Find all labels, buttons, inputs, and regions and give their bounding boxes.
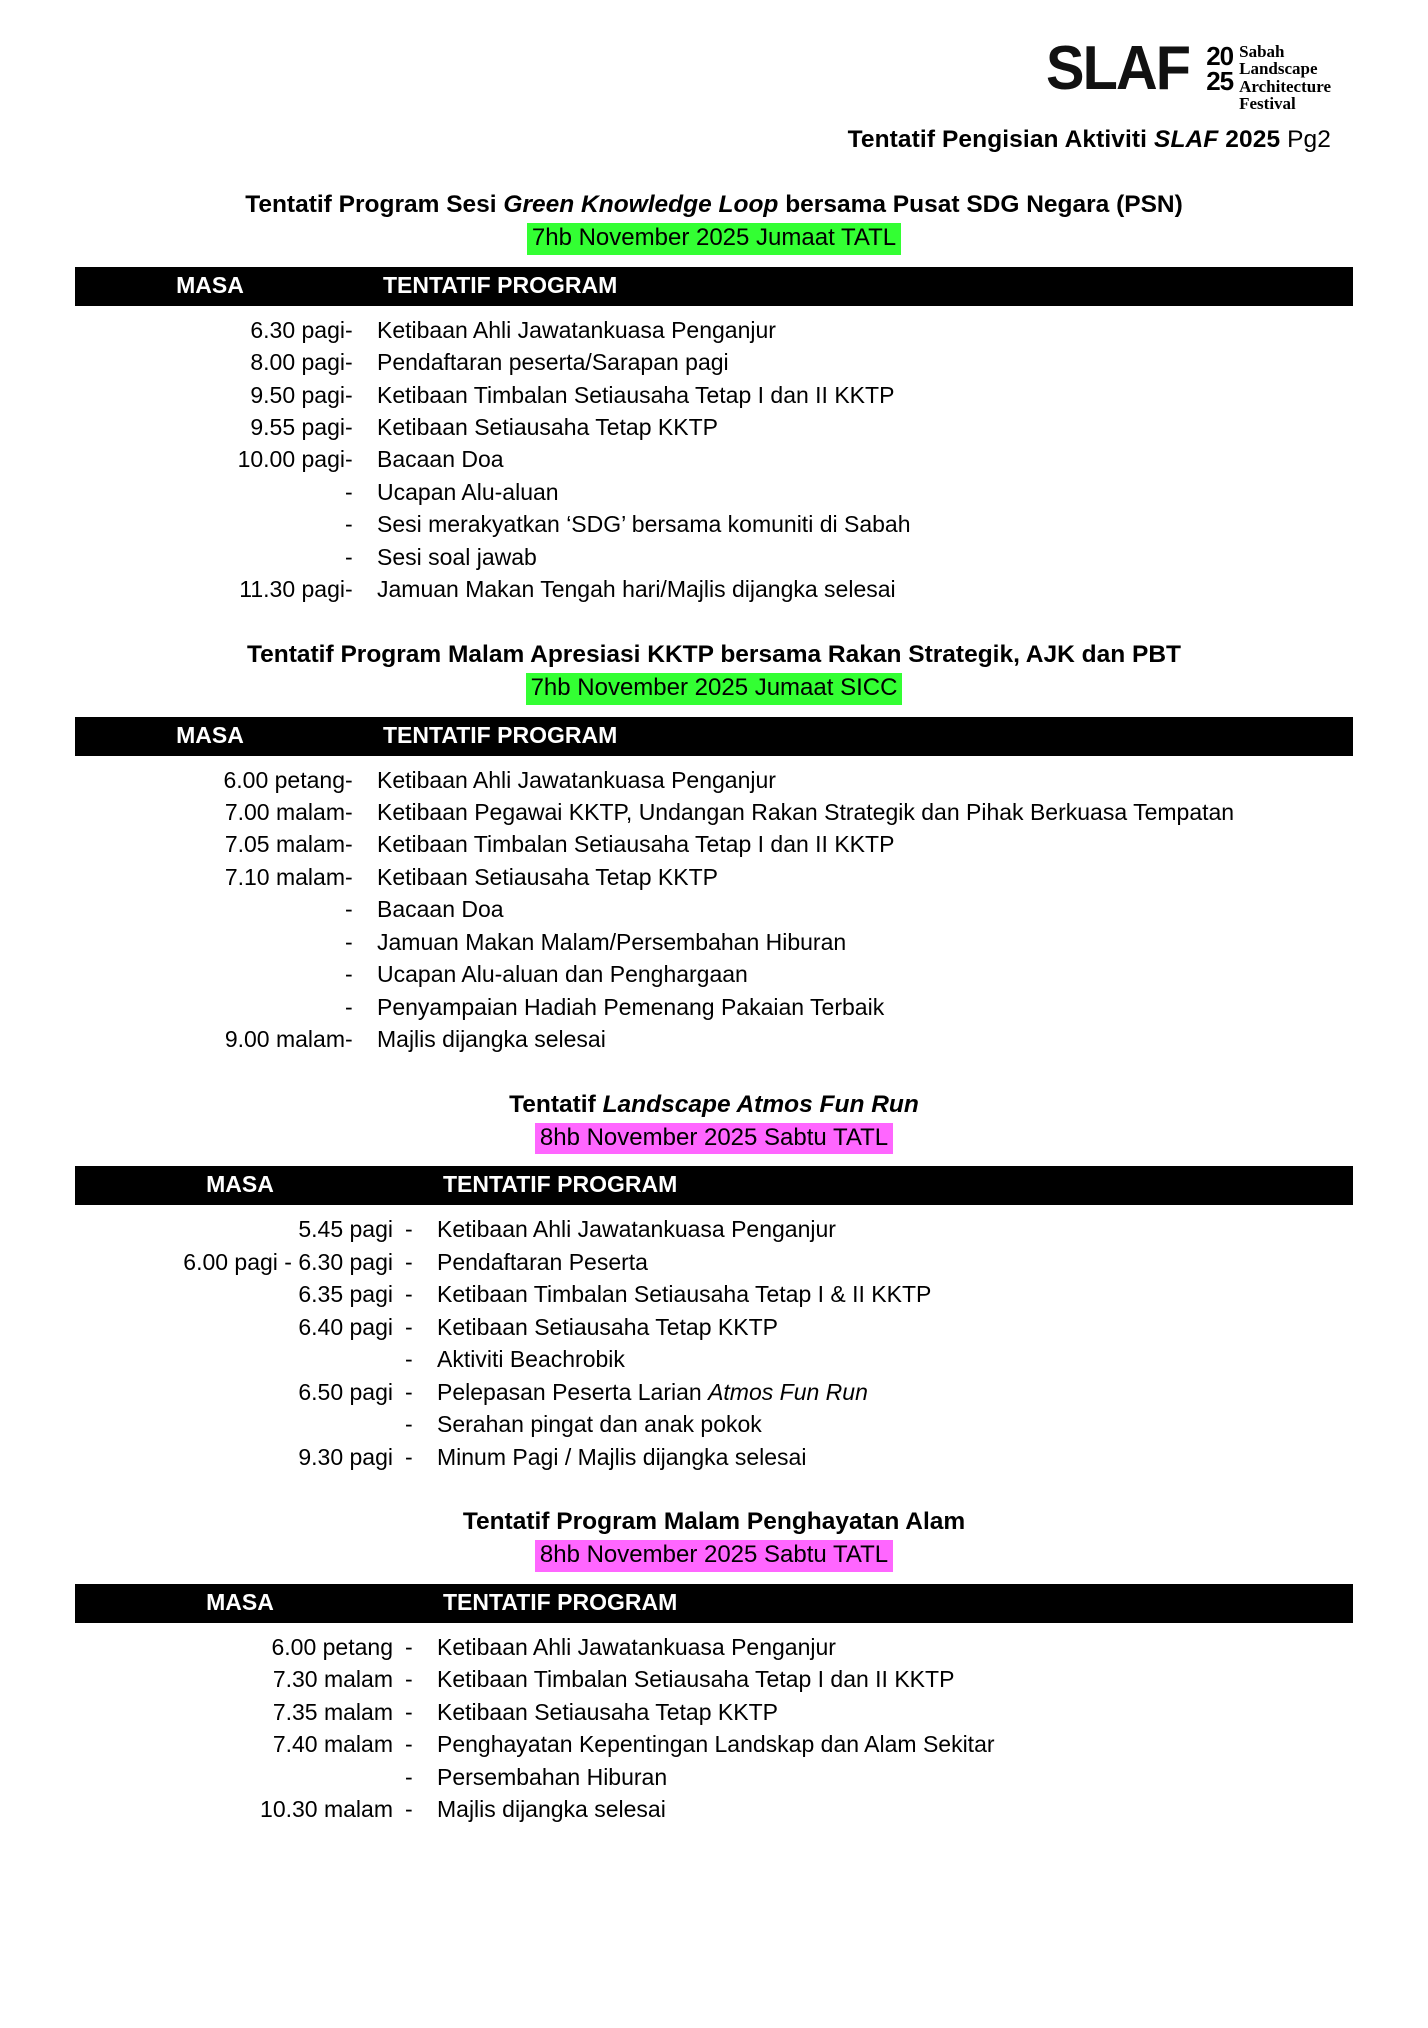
- cell-dash: -: [405, 1313, 413, 1340]
- cell-time: 7.35 malam: [272, 1698, 393, 1725]
- cell-program-text: Ketibaan Ahli Jawatankuasa Penganjur: [377, 766, 776, 793]
- column-header-program: TENTATIF PROGRAM: [377, 267, 1353, 306]
- cell-program-text: Pelepasan Peserta Larian: [437, 1378, 709, 1405]
- table-row: [75, 1794, 1353, 1826]
- cell-time: [75, 476, 345, 508]
- cell-dash: -: [345, 993, 353, 1020]
- cell-program-text: Persembahan Hiburan: [437, 1763, 668, 1790]
- cell-program-italic: Atmos Fun Run: [708, 1378, 868, 1405]
- cell-dash: -: [345, 863, 353, 890]
- column-header-spacer: [405, 1166, 437, 1205]
- table-row: [75, 861, 1353, 893]
- cell-time: 6.30 pagi: [250, 316, 345, 343]
- cell-program-text: Penghayatan Kepentingan Landskap dan Alam Sekitar: [437, 1731, 995, 1758]
- schedule-table: [75, 1166, 1353, 1473]
- cell-program: [437, 1696, 1353, 1728]
- cell-dash: -: [405, 1443, 413, 1470]
- cell-time: 6.50 pagi: [298, 1378, 393, 1405]
- table-header-row: [75, 717, 1353, 756]
- cell-time: 7.10 malam: [224, 863, 345, 890]
- column-header-time: MASA: [75, 267, 345, 306]
- cell-dash: -: [345, 766, 353, 793]
- cell-program: [377, 379, 1353, 411]
- cell-program-text: Ketibaan Setiausaha Tetap KKTP: [437, 1313, 778, 1340]
- table-row: [75, 991, 1353, 1023]
- cell-program-text: Ketibaan Timbalan Setiausaha Tetap I & II KKTP: [437, 1281, 932, 1308]
- cell-program-text: Minum Pagi / Majlis dijangka selesai: [437, 1443, 807, 1470]
- table-row: [75, 1696, 1353, 1728]
- cell-program-text: Majlis dijangka selesai: [377, 1026, 606, 1053]
- table-row: [75, 1761, 1353, 1793]
- cell-dash: -: [345, 831, 353, 858]
- section-title: [75, 1090, 1353, 1121]
- cell-program-text: Ketibaan Ahli Jawatankuasa Penganjur: [437, 1633, 836, 1660]
- table-row: [75, 894, 1353, 926]
- cell-dash: -: [345, 1026, 353, 1053]
- cell-program: [437, 1623, 1353, 1664]
- table-row: [75, 306, 1353, 347]
- column-header-program: TENTATIF PROGRAM: [437, 1584, 1353, 1623]
- cell-time: [75, 894, 345, 926]
- column-header-spacer: [405, 1584, 437, 1623]
- table-row: [75, 379, 1353, 411]
- cell-program: [377, 894, 1353, 926]
- cell-dash: -: [345, 511, 353, 538]
- column-header-time: MASA: [75, 717, 345, 756]
- cell-time: 10.00 pagi: [237, 446, 345, 473]
- schedule-table: [75, 267, 1353, 606]
- schedule-section: [75, 640, 1353, 1056]
- cell-dash: -: [345, 414, 353, 441]
- table-row: [75, 1664, 1353, 1696]
- section-title-pre: Tentatif Program Malam Apresiasi KKTP bersama Rakan Strategik, AJK dan PBT: [246, 641, 1181, 669]
- cell-program: [437, 1794, 1353, 1826]
- cell-program: [377, 959, 1353, 991]
- table-row: [75, 476, 1353, 508]
- table-row: [75, 541, 1353, 573]
- cell-program: [377, 444, 1353, 476]
- logo-year-top: 20: [1206, 41, 1234, 71]
- table-row: [75, 756, 1353, 797]
- cell-program-text: Penyampaian Hadiah Pemenang Pakaian Terbaik: [377, 993, 885, 1020]
- table-row: [75, 1376, 1353, 1408]
- cell-dash: -: [345, 446, 353, 473]
- logo-year-bottom: 25: [1206, 65, 1234, 96]
- section-title: [75, 1507, 1353, 1538]
- table-row: [75, 1344, 1353, 1376]
- cell-dash: -: [405, 1216, 413, 1243]
- cell-time: 7.30 malam: [272, 1666, 393, 1693]
- column-header-time: MASA: [75, 1166, 405, 1205]
- cell-time: 9.30 pagi: [298, 1443, 393, 1470]
- schedule-sections: [75, 190, 1353, 1826]
- column-header-spacer: [345, 267, 377, 306]
- table-row: [75, 829, 1353, 861]
- table-row: [75, 1279, 1353, 1311]
- cell-dash: -: [405, 1281, 413, 1308]
- cell-dash: -: [405, 1248, 413, 1275]
- cell-program: [437, 1279, 1353, 1311]
- section-date-row: [75, 1123, 1353, 1155]
- cell-dash: -: [345, 316, 353, 343]
- cell-dash: -: [345, 896, 353, 923]
- section-title: [75, 190, 1353, 221]
- slaf-logo: [1046, 34, 1331, 113]
- cell-program: [437, 1441, 1353, 1473]
- table-row: [75, 574, 1353, 606]
- cell-program: [377, 306, 1353, 347]
- page-title: [848, 126, 1331, 154]
- cell-program-text: Ketibaan Timbalan Setiausaha Tetap I dan II KKTP: [437, 1666, 955, 1693]
- document-header: [75, 34, 1353, 154]
- cell-program-text: Ketibaan Timbalan Setiausaha Tetap I dan II KKTP: [377, 831, 895, 858]
- cell-dash: -: [405, 1633, 413, 1660]
- table-row: [75, 347, 1353, 379]
- section-title-post: bersama Pusat SDG Negara (PSN): [778, 191, 1183, 219]
- section-date-row: [75, 1540, 1353, 1572]
- cell-program-text: Ketibaan Setiausaha Tetap KKTP: [377, 863, 718, 890]
- schedule-section: [75, 1090, 1353, 1473]
- cell-dash: -: [405, 1796, 413, 1823]
- cell-program: [377, 797, 1353, 829]
- table-row: [75, 509, 1353, 541]
- section-title: [75, 640, 1353, 671]
- cell-time: [75, 509, 345, 541]
- section-date-highlight: 7hb November 2025 Jumaat SICC: [526, 673, 903, 705]
- logo-sub-line-3: Architecture: [1239, 76, 1331, 96]
- page-title-brand: SLAF: [1154, 126, 1219, 154]
- table-row: [75, 444, 1353, 476]
- section-date-row: [75, 223, 1353, 255]
- section-date-highlight: 8hb November 2025 Sabtu TATL: [535, 1123, 893, 1155]
- cell-dash: -: [405, 1666, 413, 1693]
- cell-program: [437, 1311, 1353, 1343]
- column-header-program: TENTATIF PROGRAM: [377, 717, 1353, 756]
- cell-program: [437, 1205, 1353, 1246]
- cell-program-text: Ketibaan Pegawai KKTP, Undangan Rakan Strategik dan Pihak Berkuasa Tempatan: [377, 799, 1235, 826]
- table-row: [75, 959, 1353, 991]
- cell-dash: -: [345, 799, 353, 826]
- cell-program-text: Ketibaan Ahli Jawatankuasa Penganjur: [437, 1216, 836, 1243]
- table-row: [75, 412, 1353, 444]
- column-header-spacer: [345, 717, 377, 756]
- cell-program-text: Sesi soal jawab: [377, 543, 537, 570]
- cell-time: [75, 1409, 405, 1441]
- cell-time: 7.40 malam: [272, 1731, 393, 1758]
- cell-dash: -: [345, 961, 353, 988]
- cell-dash: -: [405, 1411, 413, 1438]
- cell-program-text: Serahan pingat dan anak pokok: [437, 1411, 762, 1438]
- cell-dash: -: [345, 543, 353, 570]
- cell-time: 6.40 pagi: [298, 1313, 393, 1340]
- cell-program: [437, 1246, 1353, 1278]
- section-date-highlight: 8hb November 2025 Sabtu TATL: [535, 1540, 893, 1572]
- cell-program: [377, 476, 1353, 508]
- cell-dash: -: [405, 1731, 413, 1758]
- column-header-program: TENTATIF PROGRAM: [437, 1166, 1353, 1205]
- cell-dash: -: [345, 928, 353, 955]
- cell-program-text: Ketibaan Ahli Jawatankuasa Penganjur: [377, 316, 776, 343]
- cell-dash: -: [345, 381, 353, 408]
- cell-program: [377, 509, 1353, 541]
- cell-dash: -: [345, 576, 353, 603]
- cell-time: [75, 1761, 405, 1793]
- cell-dash: -: [345, 478, 353, 505]
- section-title-italic: Landscape Atmos Fun Run: [602, 1091, 919, 1119]
- cell-program: [377, 541, 1353, 573]
- schedule-section: [75, 190, 1353, 606]
- section-date-highlight: 7hb November 2025 Jumaat TATL: [527, 223, 901, 255]
- column-header-time: MASA: [75, 1584, 405, 1623]
- cell-time: 7.05 malam: [224, 831, 345, 858]
- cell-time: [75, 541, 345, 573]
- cell-program-text: Ketibaan Timbalan Setiausaha Tetap I dan II KKTP: [377, 381, 895, 408]
- cell-time: 6.00 petang: [271, 1633, 393, 1660]
- cell-program-text: Sesi merakyatkan ‘SDG’ bersama komuniti di Sabah: [377, 511, 911, 538]
- cell-time: 6.35 pagi: [298, 1281, 393, 1308]
- logo-sub-line-2: Landscape: [1239, 59, 1318, 79]
- schedule-table: [75, 717, 1353, 1056]
- cell-time: [75, 1344, 405, 1376]
- cell-program: [437, 1761, 1353, 1793]
- cell-program-text: Ucapan Alu-aluan dan Penghargaan: [377, 961, 748, 988]
- cell-time: 10.30 malam: [260, 1796, 393, 1823]
- cell-program-text: Jamuan Makan Malam/Persembahan Hiburan: [377, 928, 847, 955]
- table-row: [75, 1024, 1353, 1056]
- table-row: [75, 1311, 1353, 1343]
- logo-sub-line-1: Sabah: [1239, 42, 1285, 61]
- section-date-row: [75, 673, 1353, 705]
- table-row: [75, 797, 1353, 829]
- table-row: [75, 1246, 1353, 1278]
- table-row: [75, 1729, 1353, 1761]
- logo-wordmark: SLAF: [1046, 34, 1190, 103]
- page-title-prefix: Tentatif Pengisian Aktiviti: [847, 126, 1154, 154]
- cell-program: [377, 347, 1353, 379]
- schedule-section: [75, 1507, 1353, 1826]
- cell-time: 7.00 malam: [224, 799, 345, 826]
- cell-time: 9.50 pagi: [250, 381, 345, 408]
- cell-program: [377, 926, 1353, 958]
- cell-dash: -: [405, 1698, 413, 1725]
- table-row: [75, 1205, 1353, 1246]
- cell-program-text: Pendaftaran Peserta: [437, 1248, 648, 1275]
- cell-program: [377, 574, 1353, 606]
- cell-program: [377, 829, 1353, 861]
- cell-time: 9.00 malam: [224, 1026, 345, 1053]
- schedule-table: [75, 1584, 1353, 1826]
- cell-program-text: Ketibaan Setiausaha Tetap KKTP: [377, 414, 718, 441]
- cell-program-text: Bacaan Doa: [377, 446, 504, 473]
- cell-time: [75, 991, 345, 1023]
- section-title-pre: Tentatif Program Sesi: [245, 191, 504, 219]
- table-header-row: [75, 1166, 1353, 1205]
- logo-year: [1206, 40, 1234, 96]
- cell-program-text: Jamuan Makan Tengah hari/Majlis dijangka selesai: [377, 576, 896, 603]
- cell-program-text: Bacaan Doa: [377, 896, 504, 923]
- cell-program: [437, 1376, 1353, 1408]
- cell-program: [377, 991, 1353, 1023]
- cell-time: [75, 926, 345, 958]
- page-number-label: Pg2: [1287, 126, 1331, 154]
- cell-program: [437, 1409, 1353, 1441]
- cell-program: [437, 1664, 1353, 1696]
- cell-program: [377, 861, 1353, 893]
- section-title-pre: Tentatif: [509, 1091, 603, 1119]
- cell-time: 5.45 pagi: [298, 1216, 393, 1243]
- cell-time: 8.00 pagi: [250, 349, 345, 376]
- cell-time: 6.00 pagi - 6.30 pagi: [183, 1248, 393, 1275]
- cell-time: [75, 959, 345, 991]
- cell-time: 11.30 pagi: [239, 576, 345, 603]
- cell-program-text: Ketibaan Setiausaha Tetap KKTP: [437, 1698, 778, 1725]
- table-header-row: [75, 1584, 1353, 1623]
- table-row: [75, 1441, 1353, 1473]
- cell-dash: -: [405, 1378, 413, 1405]
- cell-program: [377, 1024, 1353, 1056]
- page-title-year: 2025: [1218, 126, 1288, 154]
- cell-program-text: Pendaftaran peserta/Sarapan pagi: [377, 349, 729, 376]
- cell-program: [437, 1344, 1353, 1376]
- cell-dash: -: [345, 349, 353, 376]
- logo-subtitle: [1239, 40, 1331, 112]
- cell-dash: -: [405, 1763, 413, 1790]
- cell-program: [377, 756, 1353, 797]
- cell-dash: -: [405, 1346, 413, 1373]
- cell-program-text: Ucapan Alu-aluan: [377, 478, 559, 505]
- table-row: [75, 926, 1353, 958]
- cell-time: 6.00 petang: [223, 766, 345, 793]
- section-title-italic: Green Knowledge Loop: [503, 191, 779, 219]
- cell-program: [437, 1729, 1353, 1761]
- cell-program-text: Aktiviti Beachrobik: [437, 1346, 625, 1373]
- table-row: [75, 1623, 1353, 1664]
- cell-time: 9.55 pagi: [250, 414, 345, 441]
- section-title-pre: Tentatif Program Malam Penghayatan Alam: [462, 1508, 966, 1536]
- table-header-row: [75, 267, 1353, 306]
- cell-program-text: Majlis dijangka selesai: [437, 1796, 666, 1823]
- cell-program: [377, 412, 1353, 444]
- table-row: [75, 1409, 1353, 1441]
- logo-sub-line-4: Festival: [1239, 93, 1296, 113]
